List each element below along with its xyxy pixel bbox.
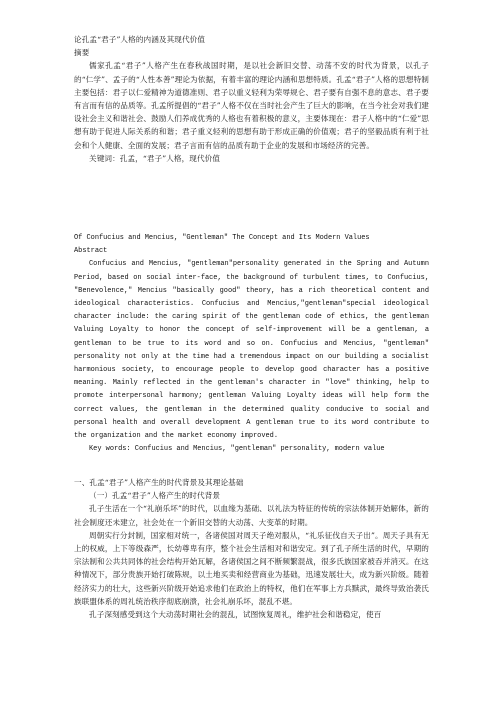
body-paragraph-2: 周朝实行分封制，国家相对统一，各诸侯国对周天子绝对服从，“礼乐征伐自天子出”。周天子具有无上的权威，上下等级森严，长幼尊卑有序，整个社会生活相对和谐安定。到了孔子所生活的时代，早期的宗法制和公共共同体的社会结构开始瓦解，各诸侯国之间不断频繁混战，很多氏族国家被吞并消灭。在这种情况下，部分贵族开始打破陈规，以土地买卖和经营商业为基础，迅速发展壮大，成为新兴阶级。随着经济实力的壮大，这些新兴阶级开始追求他们在政治上的特权，他们在军事上方兵黩武，最终导致治袭氏族联盟体系的周礼统治秩序彻底崩溃，社会礼崩乐坏，混乱不堪。 (74, 530, 429, 606)
body-paragraph-1: 孔子生活在一个“礼崩乐坏”的时代，以血缘为基础、以礼法为特征的传统的宗法体制开始解体，新的社会制度还未建立，社会处在一个新旧交替的大动荡、大变革的时期。 (74, 504, 429, 527)
abstract-heading-en: Abstract (74, 247, 108, 256)
paper-title: 论孔孟“君子”人格的内涵及其现代价值 (74, 35, 206, 44)
paper-title-en: Of Confucius and Mencius, "Gentleman" The Concept and Its Modern Values (74, 234, 370, 242)
section-heading: 一、孔孟“君子”人格产生的时代背景及其理论基础 (74, 478, 244, 487)
keywords-en: Key words: Confucius and Mencius, "gentleman" personality, modern value (89, 445, 385, 454)
section-1 (74, 476, 429, 621)
body-paragraph-3: 孔子深刻感受到这个大动荡时期社会的混乱，试图恢复周礼，维护社会和谐稳定，使百 (89, 610, 382, 620)
abstract-en: Confucius and Mencius, "gentleman"personality generated in the Spring and Autumn Period, based on social inter-face, the background of turbulent times, to Confucius, "Benevolence," Mencius "basically good" theory, has a rich theoretical content and ideological characteristics. Confucius and Mencius,"gentleman"special ideological character include: the caring spirit of the gentleman code of ethics, the gentleman Valuing Loyalty to honor the concept of self-improvement will be a gentleman, a gentleman to be true to its word and so on. Confucius and Mencius, "gentleman" personality not only at the time had a tremendous impact on our building a socialist harmonious society, to encourage people to develop good character has a positive meaning. Mainly reflected in the gentleman's character in "love" thinking, help to promote interpersonal harmony; gentleman Valuing Loyalty ideas will help form the correct values, the gentleman in the determined quality conducive to social and personal health and overall development A gentleman true to its word contribute to the organization and the market economy improved. (74, 260, 429, 441)
keywords-cn: 关键词：孔孟，“君子”人格，现代价值 (89, 153, 221, 163)
front-matter-cn (74, 33, 429, 165)
abstract-cn: 儒家孔孟“君子”人格产生在春秋战国时期，是以社会新旧交替、动荡不安的时代为背景，以孔子的“仁学”、孟子的“人性本善”理论为依据，有着丰富的理论内涵和思想特质。孔孟“君子”人格的思想特制主要包括：君子以仁爱精神为道德准则、君子以重义轻利为荣辱规仑、君子要有自强不息的意志、君子要有言而有信的品质等。孔孟所提倡的“君子”人格不仅在当时社会产生了巨大的影响，在当今社会对我们建设社会主义和谐社会、鼓励人们养成优秀的人格也有着积极的意义，主要体现在：君子人格中的“仁爱”思想有助于促进人际关系的和谐；君子重义轻利的思想有助于形成正确的价值观；君子的坚毅品质有利于社会和个人健康、全面的发展；君子言而有信的品质有助于企业的发展和市场经济的完善。 (74, 61, 429, 150)
front-matter-en (74, 232, 429, 456)
subsection-heading: （一）孔孟“君子”人格产生的时代背景 (89, 491, 221, 501)
abstract-heading: 摘要 (74, 48, 90, 58)
